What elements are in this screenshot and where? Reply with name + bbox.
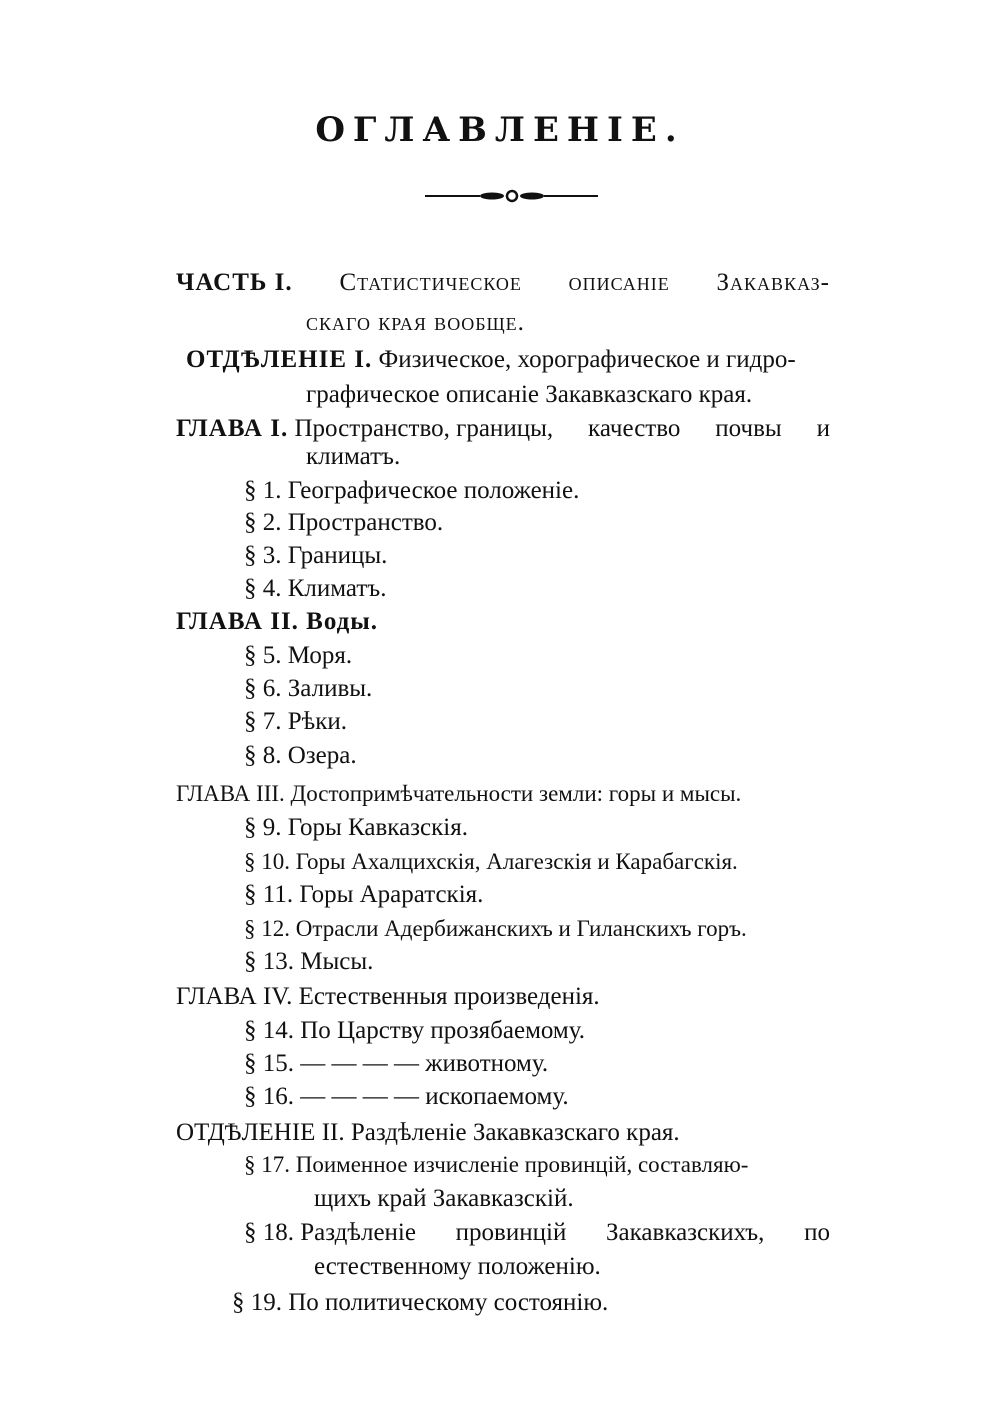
department-title: Физическое, хорографическое и гидро-	[378, 346, 796, 373]
chapter-title-word: качество	[588, 415, 681, 442]
toc-part-1-continued: скаго края вообще.	[306, 309, 525, 336]
toc-section-9: § 9. Горы Кавказскія.	[244, 814, 468, 841]
section-18-word: провинцій	[455, 1219, 567, 1246]
toc-section-8: § 8. Озера.	[244, 742, 357, 769]
chapter-title-word: Пространство, границы,	[294, 415, 554, 442]
toc-section-4: § 4. Климатъ.	[244, 575, 387, 602]
toc-section-14: § 14. По Царству прозябаемому.	[244, 1017, 586, 1044]
toc-section-17-continued: щихъ край Закавказскій.	[314, 1185, 574, 1212]
toc-section-11: § 11. Горы Араратскія.	[244, 881, 484, 908]
toc-section-16: § 16. — — — — ископаемому.	[244, 1083, 569, 1110]
section-18-word: Закавказскихъ,	[606, 1219, 765, 1246]
toc-department-1-continued: графическое описаніе Закавказскаго края.	[306, 381, 753, 408]
toc-part-1	[176, 268, 830, 298]
toc-section-17: § 17. Поименное изчисленіе провинцій, составляю-	[244, 1152, 749, 1177]
ornament-rule	[420, 186, 600, 206]
toc-chapter-3: ГЛАВА III. Достопримѣчательности земли: горы и мысы.	[176, 781, 742, 806]
toc-section-18	[244, 1218, 830, 1248]
toc-section-18-continued: естественному положенію.	[314, 1253, 601, 1280]
department-label: ОТДѢЛЕНІЕ I.	[186, 346, 373, 373]
section-18-word: § 18. Раздѣленіе	[244, 1219, 416, 1246]
toc-section-7: § 7. Рѣки.	[244, 708, 348, 735]
toc-section-19: § 19. По политическому состоянію.	[232, 1289, 609, 1316]
toc-section-3: § 3. Границы.	[244, 542, 388, 569]
chapter-title-word: и	[816, 415, 830, 442]
toc-chapter-4: ГЛАВА IV. Естественныя произведенія.	[176, 983, 600, 1010]
part-label: ЧАСТЬ I.	[176, 269, 293, 296]
toc-chapter-2: ГЛАВА II. Воды.	[176, 608, 379, 635]
toc-section-5: § 5. Моря.	[244, 642, 353, 669]
toc-department-1	[186, 345, 796, 375]
toc-department-2: ОТДѢЛЕНІЕ II. Раздѣленіе Закавказскаго края.	[176, 1119, 680, 1146]
toc-section-1: § 1. Географическое положеніе.	[244, 477, 580, 504]
toc-section-2: § 2. Пространство.	[244, 509, 444, 536]
toc-chapter-1	[176, 414, 830, 444]
toc-chapter-1-continued: климатъ.	[306, 443, 401, 470]
toc-section-15: § 15. — — — — животному.	[244, 1050, 549, 1077]
chapter-label: ГЛАВА I.	[176, 415, 289, 442]
part-title-word: описаніе	[568, 269, 670, 296]
part-title-word: Закавказ-	[716, 269, 830, 296]
toc-section-13: § 13. Мысы.	[244, 948, 374, 975]
section-18-word: по	[804, 1219, 830, 1246]
page-title: ОГЛАВЛЕНІЕ.	[315, 110, 685, 150]
toc-section-6: § 6. Заливы.	[244, 675, 373, 702]
part-title-word: Статистическое	[339, 269, 522, 296]
toc-section-12: § 12. Отрасли Адербижанскихъ и Гиланскихъ горъ.	[244, 916, 747, 941]
toc-section-10: § 10. Горы Ахалцихскія, Алагезскія и Карабагскія.	[244, 849, 738, 874]
chapter-title-word: почвы	[715, 415, 782, 442]
